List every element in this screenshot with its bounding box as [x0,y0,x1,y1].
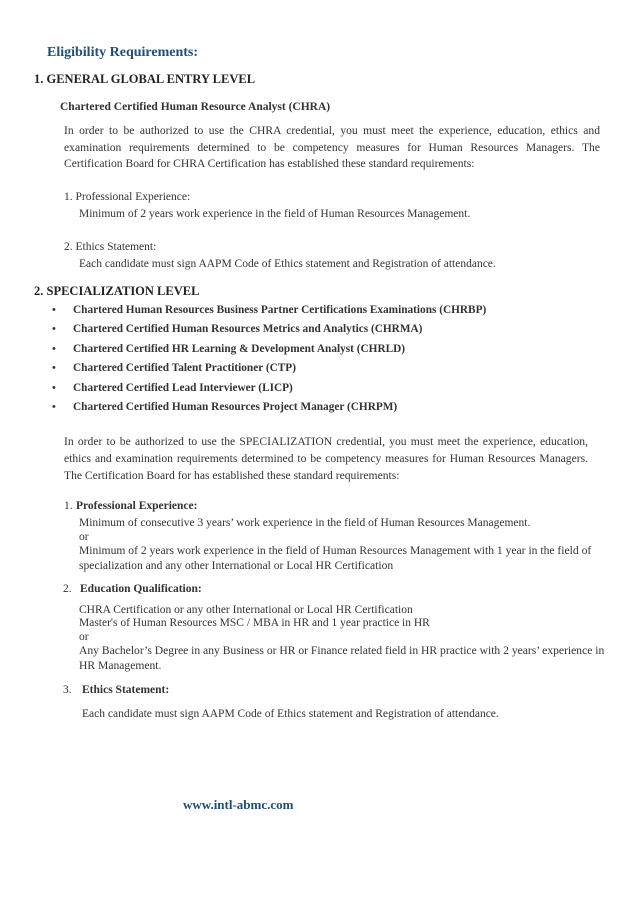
chra-req2-label: 2. Ethics Statement: [64,241,157,253]
spec-req1-line1: Minimum of consecutive 3 years’ work experience in the field of Human Resources Management. [79,517,531,529]
list-item: • Chartered Human Resources Business Partner Certifications Examinations (CHRBP) [52,304,487,316]
spec-req2-or: or [79,631,89,643]
specialization-intro: In order to be authorized to use the SPECIALIZATION credential, you must meet the experience, education, ethics and examination requirements determined to be competency measures for Human Resources Managers. The Certification Board for has established these standard requirements: [64,435,588,482]
bullet-icon: • [52,381,56,394]
page-title: Eligibility Requirements: [47,45,199,60]
bullet-icon: • [52,362,56,375]
website-link[interactable]: www.intl-abmc.com [183,797,294,812]
spec-req1-line2: Minimum of 2 years work experience in the field of Human Resources Management with 1 year in the field of specialization and any other International or Local HR Certification [79,544,592,572]
spec-req1-label: Professional Experience: [76,500,198,512]
bullet-icon: • [52,400,56,413]
spec-req2-label: Education Qualification: [80,583,202,595]
list-item: • Chartered Certified Talent Practitioner (CTP) [52,362,296,375]
list-item: • Chartered Certified HR Learning & Development Analyst (CHRLD) [52,342,406,355]
bullet-icon: • [52,323,56,336]
chra-intro: In order to be authorized to use the CHRA credential, you must meet the experience, education, ethics and examination requirements determined to be competency measures for Human Resources Managers. The Certification Board for CHRA Certification has established these standard requirements: [64,124,600,170]
chra-req1-text: Minimum of 2 years work experience in the field of Human Resources Management. [79,208,471,220]
spec-req1-or: or [79,531,89,543]
spec-req2-line2: Master's of Human Resources MSC / MBA in HR and 1 year practice in HR [79,617,430,629]
spec-req3-text: Each candidate must sign AAPM Code of Ethics statement and Registration of attendance. [82,708,499,720]
chra-req2-text: Each candidate must sign AAPM Code of Ethics statement and Registration of attendance. [79,258,496,270]
spec-req2-number: 2. [63,583,72,595]
list-item: • Chartered Certified Human Resources Project Manager (CHRPM) [52,400,398,413]
spec-req2-line1: CHRA Certification or any other International or Local HR Certification [79,604,413,616]
section-heading-general: 1. GENERAL GLOBAL ENTRY LEVEL [34,72,256,86]
bullet-icon: • [52,304,56,316]
chra-title: Chartered Certified Human Resource Analyst (CHRA) [60,101,331,113]
spec-req1-number: 1. [64,500,73,512]
spec-req2-line3: Any Bachelor’s Degree in any Business or HR or Finance related field in HR practice with 2 years’ experience in HR Management. [79,644,605,672]
spec-req3-label: Ethics Statement: [82,684,170,696]
chra-req1-label: 1. Professional Experience: [64,191,191,203]
bullet-icon: • [52,342,56,355]
spec-req3-number: 3. [63,684,72,696]
section-heading-specialization: 2. SPECIALIZATION LEVEL [34,284,200,298]
list-item: • Chartered Certified Lead Interviewer (LICP) [52,381,293,394]
list-item: • Chartered Certified Human Resources Metrics and Analytics (CHRMA) [52,323,423,336]
specialization-list [52,304,486,420]
